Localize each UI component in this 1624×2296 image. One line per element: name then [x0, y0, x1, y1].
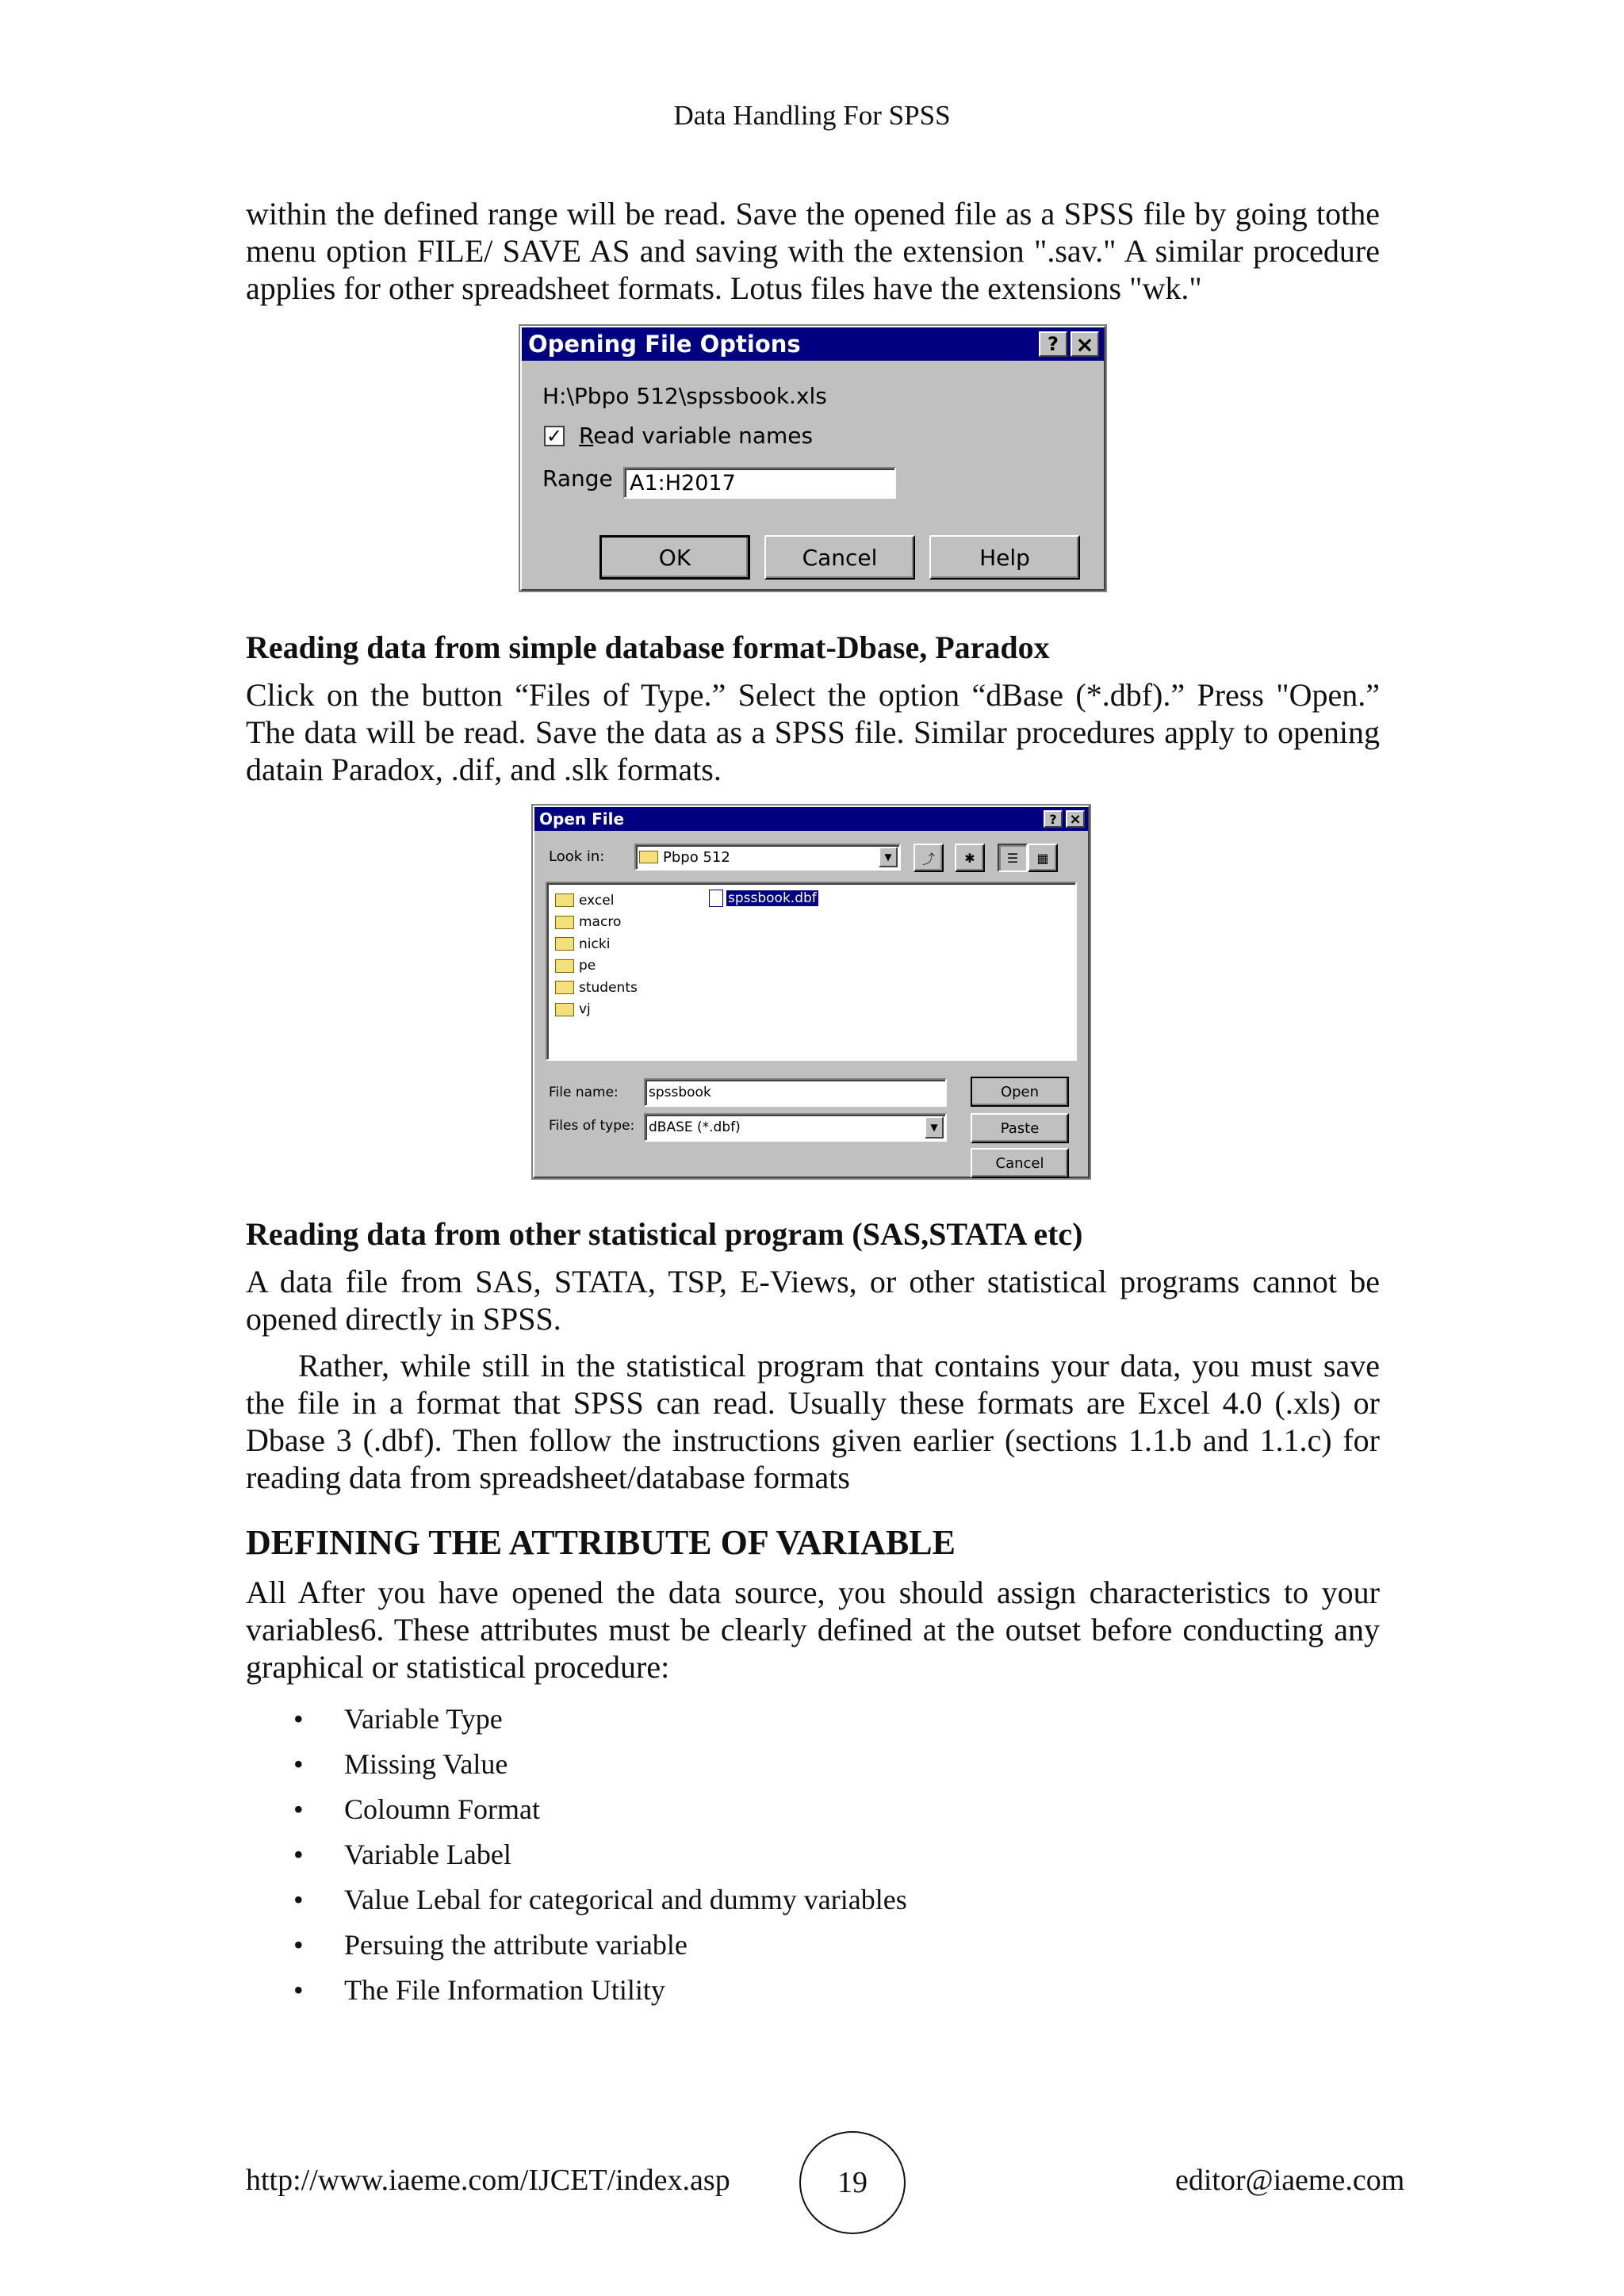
- range-label: Range: [542, 465, 613, 492]
- section-paragraph-other-stats-1: A data file from SAS, STATA, TSP, E-Views, or other statistical programs cannot be opened directly in SPSS.: [246, 1264, 1380, 1337]
- look-in-dropdown[interactable]: [634, 844, 901, 871]
- folder-label: vj: [579, 1001, 591, 1018]
- folder-icon: [555, 981, 574, 994]
- dialog-title: Open File: [539, 809, 625, 828]
- cancel-button[interactable]: Cancel: [971, 1148, 1069, 1178]
- section-paragraph-dbase: Click on the button “Files of Type.” Select the option “dBase (*.dbf).” Press "Open.” The data will be read. Save the data as a SPSS file. Similar procedures apply to opening datain Paradox, .dif, and .slk formats.: [246, 677, 1380, 787]
- chevron-down-icon[interactable]: ▼: [925, 1116, 944, 1138]
- read-variable-names-label: Read variable names: [579, 423, 814, 449]
- section-heading-other-stats: Reading data from other statistical program (SAS,STATA etc): [246, 1216, 1083, 1252]
- help-question-icon[interactable]: ?: [1044, 810, 1063, 828]
- help-button[interactable]: Help: [929, 535, 1080, 580]
- opening-file-options-dialog: [520, 326, 1105, 591]
- close-icon[interactable]: ×: [1066, 810, 1085, 828]
- open-button[interactable]: Open: [971, 1077, 1069, 1107]
- file-item[interactable]: [709, 890, 818, 907]
- file-name-label: File name:: [549, 1085, 619, 1100]
- new-folder-icon[interactable]: ✱: [955, 844, 985, 872]
- folder-item[interactable]: [555, 890, 638, 912]
- bullet-item: • Variable Type: [293, 1697, 907, 1742]
- attribute-bullet-list: [293, 1697, 907, 2013]
- page-number: [799, 2131, 906, 2234]
- file-list: [546, 882, 1077, 1061]
- section-heading-attributes: DEFINING THE ATTRIBUTE OF VARIABLE: [246, 1523, 956, 1562]
- folder-item[interactable]: [555, 955, 638, 978]
- folder-icon: [555, 1003, 574, 1016]
- bullet-item: • Missing Value: [293, 1742, 907, 1787]
- footer-email-link[interactable]: editor@iaeme.com: [1175, 2164, 1405, 2197]
- file-icon: [709, 890, 723, 907]
- look-in-label: Look in:: [549, 848, 605, 865]
- ok-button[interactable]: OK: [599, 535, 750, 580]
- folder-item[interactable]: [555, 999, 638, 1021]
- bullet-item: • Persuing the attribute variable: [293, 1923, 907, 1968]
- bullet-item: • Variable Label: [293, 1832, 907, 1877]
- files-of-type-dropdown[interactable]: [644, 1113, 947, 1142]
- bullet-item: • Coloumn Format: [293, 1787, 907, 1832]
- folder-icon: [555, 894, 574, 907]
- range-input[interactable]: A1:H2017: [623, 467, 896, 499]
- dialog-titlebar: [522, 327, 1104, 361]
- close-icon[interactable]: ×: [1071, 331, 1099, 357]
- folder-icon: [555, 937, 574, 951]
- folder-label: students: [579, 979, 638, 996]
- help-question-icon[interactable]: ?: [1039, 331, 1067, 357]
- checkbox-label-rest: ead variable names: [593, 423, 814, 449]
- file-name-selected: spssbook.dbf: [728, 890, 817, 906]
- look-in-value: Pbpo 512: [663, 848, 730, 866]
- paste-button[interactable]: Paste: [971, 1113, 1069, 1143]
- folder-item[interactable]: [555, 912, 638, 934]
- read-variable-names-checkbox[interactable]: ✓: [544, 426, 565, 446]
- chevron-down-icon[interactable]: ▼: [879, 847, 898, 867]
- folder-list: [555, 890, 638, 1020]
- folder-item[interactable]: [555, 933, 638, 955]
- page-number-text: 19: [837, 2166, 868, 2199]
- up-folder-icon[interactable]: ⤴: [914, 844, 944, 872]
- section-paragraph-attributes: All After you have opened the data source, you should assign characteristics to your variables6. These attributes must be clearly defined at the outset before conducting any graphical or statistical procedure:: [246, 1575, 1380, 1685]
- folder-item[interactable]: [555, 977, 638, 999]
- bullet-item: • The File Information Utility: [293, 1968, 907, 2013]
- folder-icon: [555, 916, 574, 929]
- file-path-label: H:\Pbpo 512\spssbook.xls: [542, 383, 827, 409]
- section-heading-dbase: Reading data from simple database format-Dbase, Paradox: [246, 629, 1050, 665]
- bullet-item: • Value Lebal for categorical and dummy variables: [293, 1877, 907, 1923]
- folder-icon: [555, 959, 574, 973]
- dialog-title: Opening File Options: [528, 331, 801, 358]
- folder-label: excel: [579, 892, 615, 909]
- list-view-icon[interactable]: ☰: [998, 844, 1028, 872]
- folder-label: pe: [579, 958, 596, 974]
- running-header: Data Handling For SPSS: [673, 100, 951, 131]
- details-view-icon[interactable]: ▦: [1028, 844, 1058, 872]
- intro-paragraph: within the defined range will be read. Save the opened file as a SPSS file by going tothe menu option FILE/ SAVE AS and saving with the extension ".sav." A similar procedure applies for other spreadsheet formats. Lotus files have the extensions "wk.": [246, 196, 1380, 306]
- footer-url-link[interactable]: http://www.iaeme.com/IJCET/index.asp: [246, 2164, 730, 2197]
- folder-icon: [639, 851, 658, 863]
- section-paragraph-other-stats-2: Rather, while still in the statistical program that contains your data, you must save the file in a format that SPSS can read. Usually these formats are Excel 4.0 (.xls) or Dbase 3 (.dbf). Then follow the instructions given earlier (sections 1.1.b and 1.1.c) for reading data from spreadsheet/database formats: [246, 1348, 1380, 1495]
- files-of-type-label: Files of type:: [549, 1118, 635, 1134]
- dialog-titlebar: [534, 807, 1088, 831]
- cancel-button[interactable]: Cancel: [764, 535, 915, 580]
- files-of-type-value: dBASE (*.dbf): [649, 1119, 741, 1135]
- open-file-dialog: [533, 806, 1090, 1178]
- folder-label: macro: [579, 914, 622, 931]
- folder-label: nicki: [579, 936, 611, 952]
- file-name-input[interactable]: spssbook: [644, 1078, 947, 1107]
